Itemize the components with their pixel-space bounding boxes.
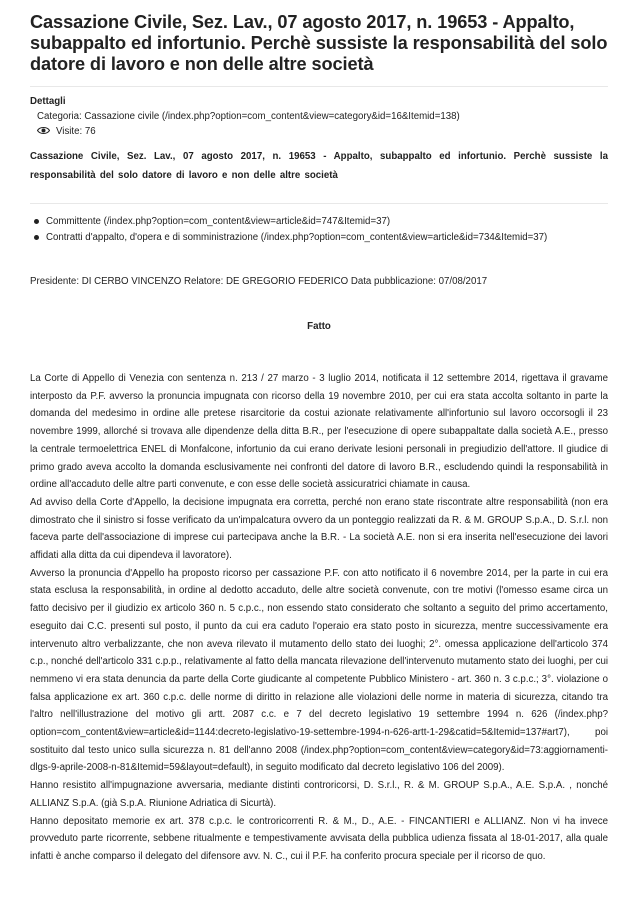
tag-link[interactable]: Committente (/index.php?option=com_content&view=article&id=747&Itemid=37) — [46, 214, 608, 230]
divider — [30, 86, 608, 87]
paragraph: Ad avviso della Corte d'Appello, la decisione impugnata era corretta, perché non erano state riscontrate altre responsabilità (non era dimostrato che il sinistro si fosse verificato da un'impalcatura ovvero da un ponteggio realizzati da R. & M. GROUP S.p.A., D. S.r.l. non faceva parte dell'associazione di imprese cui partecipava anche la B.R. - La società A.E. non si era inserita nell'esecuzione dei lavori affidati alla ditta da cui dipendeva il lavoratore). — [30, 496, 608, 562]
visits-row — [30, 124, 608, 139]
eye-icon — [37, 126, 50, 135]
paragraph: Hanno resistito all'impugnazione avversaria, mediante distinti controricorsi, D. S.r.l., R. & M. GROUP S.p.A., A.E. S.p.A. , nonché ALLIANZ S.p.A. (già S.p.A. Riunione Adriatica di Sicurtà). — [30, 780, 608, 809]
article-body — [30, 370, 608, 866]
page-title: Cassazione Civile, Sez. Lav., 07 agosto 2017, n. 19653 - Appalto, subappalto ed infortunio. Perchè sussiste la responsabilità del solo datore di lavoro e non delle altre società — [30, 12, 608, 74]
paragraph: Hanno depositato memorie ex art. 378 c.p.c. le controricorrenti R. & M., D., A.E. - FINCANTIERI e ALLIANZ. Non vi ha invece provveduto parte ricorrente, sebbene ritualmente e tempestivamente avvisata della pubblica udienza fissata al 18-01-2017, alla quale infatti è anche comparso il delegato del difensore avv. N. C., cui il P.F. ha conferito procura speciale per il ricorso de quo. — [30, 815, 608, 862]
tag-list — [30, 214, 608, 245]
paragraph: Avverso la pronuncia d'Appello ha proposto ricorso per cassazione P.F. con atto notificato il 6 novembre 2014, per la parte in cui era stata esclusa la responsabilità, in ordine al dedotto accaduto, delle altre società convenute, con tre motivi (l'omesso esame circa un fatto decisivo per il giudizio ex articolo 360 n. 5 c.p.c., non essendo stato considerato che soltanto a seguito del primo accertamento, eseguito dai C.C. presenti sul posto, il punto da cui era caduto l'operaio era stato posto in sicurezza, mentre successivamente era intervenuto altro verbalizzante, che non aveva rilevato il mutamento dello stato dei luoghi; 2°. omessa applicazione dell'articolo 374 c.p., nonché dell'articolo 331 c.p.p., relativamente al fatto della mancata rilevazione dell'intervenuto mutamento stato dei luoghi, per cui nemmeno vi era stata denuncia da parte della Corte giudicante al competente Pubblico Ministero - art. 360 n. 3 c.p.c.; 3°. violazione o falsa applicazione ex art. 360 c.p.c. delle norme di diritto in relazione alle violazioni delle norme in materia di sicurezza, citando tra l'altro nell'illustrazione del motivo gli artt. 2087 c.c. e 7 del decreto legislativo 19 settembre 1994 n. 626 (/index.php?option=com_content&view=article&id=1144:decreto-legislativo-19-settembre-1994-n-626-artt-1-29&catid=5&Itemid=137#art7), poi sostituito dal testo unico sulla sicurezza n. 81 dell'anno 2008 (/index.php?option=com_content&view=category&id=73:aggiornamenti-dlgs-9-aprile-2008-n-81&Itemid=59&layout=default), in seguito modificato dal decreto legislativo 106 del 2009). — [30, 567, 608, 774]
details-label: Dettagli — [30, 96, 66, 107]
section-heading: Fatto — [307, 321, 331, 332]
judges-info: Presidente: DI CERBO VINCENZO Relatore: DE GREGORIO FEDERICO Data pubblicazione: 07/08/2017 — [30, 276, 488, 287]
divider — [30, 203, 608, 204]
tag-link[interactable]: Contratti d'appalto, d'opera e di somministrazione (/index.php?option=com_content&view=article&id=734&Itemid=37) — [46, 230, 608, 246]
article — [30, 12, 608, 866]
category-link[interactable]: Categoria: Cassazione civile (/index.php?option=com_content&view=category&id=16&Itemid=138) — [37, 111, 460, 122]
article-details — [30, 94, 608, 139]
article-subtitle: Cassazione Civile, Sez. Lav., 07 agosto 2017, n. 19653 - Appalto, subappalto ed infortunio. Perchè sussiste la responsabilità del solo datore di lavoro e non delle altre società — [30, 151, 608, 181]
paragraph: La Corte di Appello di Venezia con sentenza n. 213 / 27 marzo - 3 luglio 2014, notificata il 12 settembre 2014, rigettava il gravame interposto da P.F. avverso la pronuncia impugnata con ricorso della 19 novembre 2010, per cui era stata accolta soltanto in parte la domanda del medesimo in ordine alle pretese risarcitorie da costui azionate relativamente all'infortunio sul lavoro occorsogli il 23 novembre 1999, allorché si trovava alle dipendenze della ditta B.R., per l'esecuzione di opere subappaltate dalla società A.E., presso la centrale termoelettrica ENEL di Monfalcone, infortunio da cui erano derivate lesioni personali in pregiudizio dell'attore. Il giudice di primo grado aveva accolto la domanda esclusivamente nei confronti del datore di lavoro B.R., escludendo quindi la responsabilità in ordine all'accaduto delle altre parti convenute, e con esse delle società assicuratrici chiamate in causa. — [30, 373, 608, 491]
visits-count: Visite: 76 — [56, 126, 96, 137]
